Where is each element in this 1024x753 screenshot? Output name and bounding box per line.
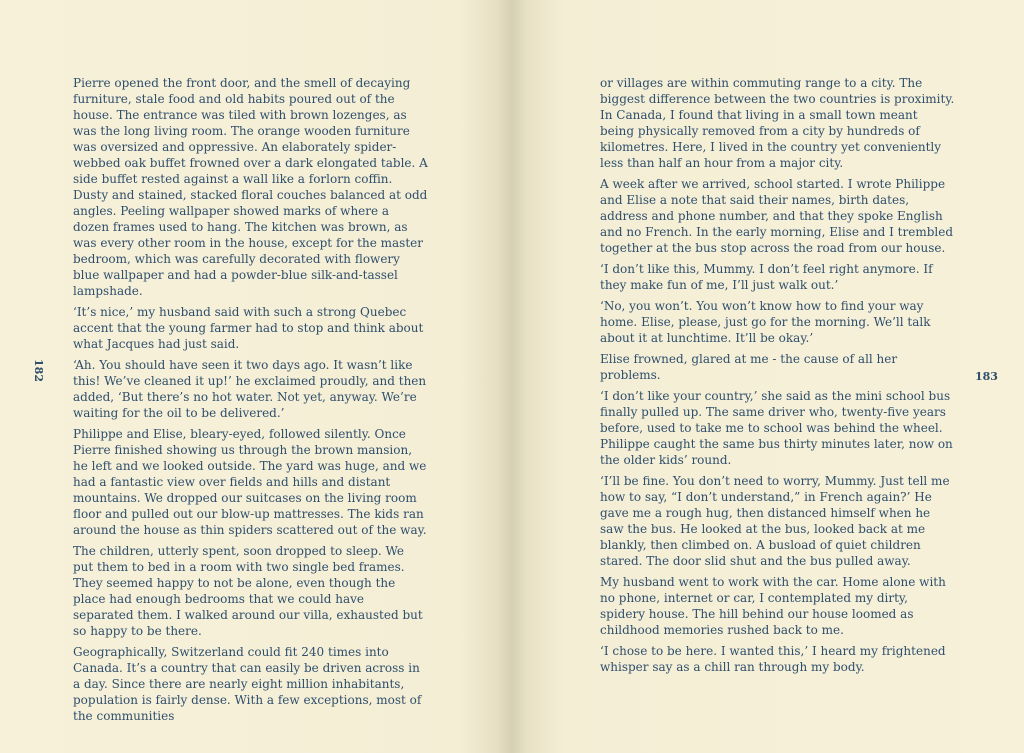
paragraph: ‘No, you won’t. You won’t know how to find your way home. Elise, please, just go for the morning. We’ll talk about it at lunchtime. It’ll be okay.’ (600, 299, 931, 345)
left-page (73, 75, 428, 729)
paragraph: ‘I chose to be here. I wanted this,’ I heard my frightened whisper say as a chill ran through my body. (600, 644, 946, 674)
paragraph: ‘I don’t like this, Mummy. I don’t feel right anymore. If they make fun of me, I’ll just walk out.’ (600, 262, 933, 292)
paragraph: My husband went to work with the car. Home alone with no phone, internet or car, I contemplated my dirty, spidery house. The hill behind our house loomed as childhood memories rushed back to me. (600, 575, 946, 637)
paragraph: Philippe and Elise, bleary-eyed, followed silently. Once Pierre finished showing us through the brown mansion, he left and we looked outside. The yard was huge, and we had a fantastic view over fields and hills and distant mountains. We dropped our suitcases on the living room floor and pulled out our blow-up mattresses. The kids ran around the house as thin spiders scattered out of the way. (73, 427, 427, 537)
paragraph: The children, utterly spent, soon dropped to sleep. We put them to bed in a room with two single bed frames. They seemed happy to not be alone, even though the place had enough bedrooms that we could have separated them. I walked around our villa, exhausted but so happy to be there. (73, 544, 423, 638)
paragraph: ‘It’s nice,’ my husband said with such a strong Quebec accent that the young farmer had to stop and think about what Jacques had just said. (73, 305, 424, 351)
right-page (600, 75, 955, 680)
paragraph: Pierre opened the front door, and the smell of decaying furniture, stale food and old habits poured out of the house. The entrance was tiled with brown lozenges, as was the long living room. The orange wooden furniture was oversized and oppressive. An elaborately spider-webbed oak buffet frowned over a dark elongated table. A side buffet rested against a wall like a forlorn coffin. Dusty and stained, stacked floral couches balanced at odd angles. Peeling wallpaper showed marks of where a dozen frames used to hang. The kitchen was brown, as was every other room in the house, except for the master bedroom, which was carefully decorated with flowery blue wallpaper and had a powder-blue silk-and-tassel lampshade. (73, 76, 428, 298)
page-number-left: 182 (31, 359, 45, 382)
paragraph: A week after we arrived, school started. I wrote Philippe and Elise a note that said their names, birth dates, address and phone number, and that they spoke English and no French. In the early morning, Elise and I trembled together at the bus stop across the road from our house. (600, 177, 954, 255)
paragraph: ‘I’ll be fine. You don’t need to worry, Mummy. Just tell me how to say, “I don’t understand,” in French again?’ He gave me a rough hug, then distanced himself when he saw the bus. He looked at the bus, looked back at me blankly, then climbed on. A busload of quiet children stared. The door slid shut and the bus pulled away. (600, 474, 950, 568)
page-number-right: 183 (975, 370, 998, 383)
paragraph: ‘I don’t like your country,’ she said as the mini school bus finally pulled up. The same driver who, twenty-five years before, used to take me to school was behind the wheel. Philippe caught the same bus thirty minutes later, now on the older kids’ round. (600, 389, 953, 467)
paragraph: or villages are within commuting range to a city. The biggest difference between the two countries is proximity. In Canada, I found that living in a small town meant being physically removed from a city by hundreds of kilometres. Here, I lived in the country yet conveniently less than half an hour from a major city. (600, 76, 955, 170)
paragraph: Elise frowned, glared at me - the cause of all her problems. (600, 352, 898, 382)
paragraph: ‘Ah. You should have seen it two days ago. It wasn’t like this! We’ve cleaned it up!’ he exclaimed proudly, and then added, ‘But there’s no hot water. Not yet, anyway. We’re waiting for the oil to be delivered.’ (73, 358, 427, 420)
paragraph: Geographically, Switzerland could fit 240 times into Canada. It’s a country that can easily be driven across in a day. Since there are nearly eight million inhabitants, population is fairly dense. With a few exceptions, most of the communities (73, 645, 422, 723)
